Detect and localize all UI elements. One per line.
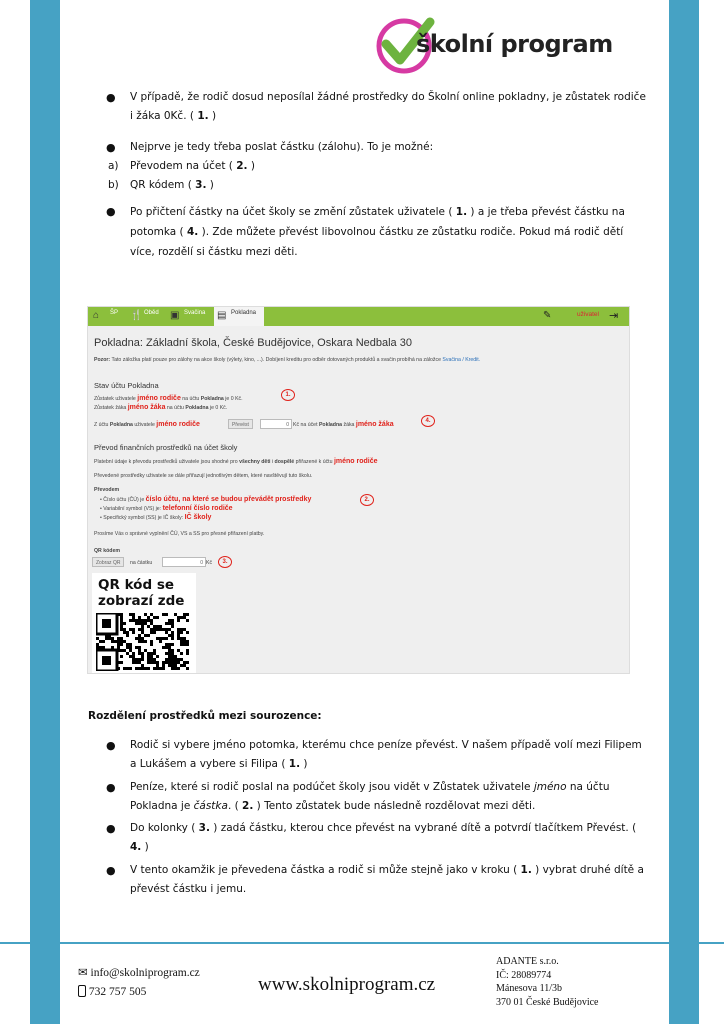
home-icon: ⌂ [93,310,100,321]
bullet-text: Po přičtení částky na účet školy se změní zůstatek uživatele ( 1. ) a je třeba převést částku na potomka ( 4. ). Zde můžete převést libovolnou částku ze zůstatku rodiče. Pokud má rodič dětí více, rozdělí si částku mezi děti. [130,206,625,258]
wrench-icon: ✎ [543,310,552,321]
pozor-text: Pozor: Tato záložka platí pouze pro zálohy na akce školy (výlety, kino, ...). Dobíjení kreditu pro odběr dotovaných produktů a svačin probíhá na záložce Svačina / Kredit. [94,357,481,363]
prevest-row-label: Z účtu Pokladna uživatele jméno rodiče [94,421,200,428]
logo-text: školní program [416,30,613,58]
prosime-text: Prosíme Vás o správné vyplnění ČÚ, VS a SS pro přesné přiřazení platby. [94,531,265,537]
sib-bullet-4 [106,861,646,901]
pokladna-title: Pokladna: Základní škola, České Budějovice, Oskara Nedbala 30 [94,337,412,349]
left-frame-bar [30,0,60,1024]
marker-1: 1. [281,389,295,401]
prevod-heading: Převod finančních prostředků na účet školy [94,443,238,452]
bullet-dot: ● [106,205,116,218]
nav-obed[interactable]: Oběd [144,310,159,316]
qr-unit: Kč [206,560,213,566]
vs-item: • Variabilní symbol (VS) je: telefonní číslo rodiče [100,505,233,512]
zobraz-qr-button[interactable]: Zobraz QR [92,557,124,567]
zustatek-zaka: Zůstatek žáka jméno žáka na účtu Pokladna je 0 Kč. [94,404,228,411]
qr-code-image [96,613,190,671]
bullet-dot: ● [106,781,116,794]
marker-2: 2. [360,494,374,506]
intro-bullet-2 [106,138,646,198]
bullet-dot: ● [106,822,116,835]
qr-heading: QR kódem [94,548,120,554]
app-nav-bar [88,307,629,326]
footer-address: ADANTE s.r.o. IČ: 28089774 Mánesova 11/3b 370 01 České Budějovice [496,956,599,1008]
intro-bullet-1 [106,88,646,128]
nav-sp[interactable]: ŠP [110,310,119,316]
bag-icon: ▣ [170,310,180,321]
pokladna-screenshot [87,306,630,674]
bullet-dot: ● [106,91,116,104]
nav-user[interactable]: uživatel [576,311,599,318]
sib-bullet-3 [106,819,646,859]
ss-item: • Specifický symbol (SS) je IČ školy: IČ školy [100,514,212,521]
qr-placeholder-text: QR kód se zobrazí zde [98,577,185,609]
section-title: Rozdělení prostředků mezi sourozence: [88,710,322,722]
intro-bullet-3 [106,202,646,262]
bullet-dot: ● [106,864,116,877]
footer-website[interactable]: www.skolniprogram.cz [258,974,436,995]
footer-divider [0,942,724,944]
qr-amount-input[interactable]: 0 [162,557,206,567]
nav-pokladna[interactable]: Pokladna [231,310,257,316]
prevodem-heading: Převodem [94,487,120,493]
bullet-text: Peníze, které si rodič poslal na podúčet školy jsou vidět v Zůstatek uživatele jméno na účtu Pokladna je částka. ( 2. ) Tento zůstatek bude následně rozdělovat mezi děti. [130,781,610,812]
marker-4: 4. [421,415,435,427]
phone-icon [78,985,86,997]
register-icon: ▤ [217,310,227,321]
qr-code-area [92,573,196,673]
prevest-button[interactable]: Převést [228,419,253,429]
marker-3: 3. [218,556,232,568]
bullet-text: Rodič si vybere jméno potomka, kterému chce peníze převést. V našem případě volí mezi Filipem a Lukášem a vybere si Filipa ( 1. ) [130,739,642,770]
prevod-info-2: Převedené prostředky uživatele se dále přiřazují jednotlivým dětem, které navštěvují tuto školu. [94,473,313,479]
bullet-text: V tento okamžik je převedena částka a rodič si může stejně jako v kroku ( 1. ) vybrat druhé dítě a převést částku i jemu. [130,864,644,895]
bullet-text: V případě, že rodič dosud neposílal žádné prostředky do Školní online pokladny, je zůstatek rodiče i žáka 0Kč. ( 1. ) [130,91,646,122]
logout-icon[interactable]: ⇥ [609,310,619,322]
cislo-uctu-item: • Číslo účtu (ČÚ) je číslo účtu, na které se budou převádět prostředky [100,496,312,503]
bullet-dot: ● [106,739,116,752]
right-frame-bar [669,0,699,1024]
footer-phone[interactable]: 732 757 505 [78,985,146,998]
prevest-amount-input[interactable]: 0 [260,419,292,429]
footer-email[interactable]: ✉ info@skolniprogram.cz [78,967,200,979]
prevest-row-target: Kč na účet Pokladna žáka jméno žáka [293,421,394,428]
bullet-dot: ● [106,141,116,154]
sib-bullet-2 [106,778,646,818]
cutlery-icon: 🍴 [130,310,143,321]
bullet-text: Nejprve je tedy třeba poslat částku (zálohu). To je možné: a) Převodem na účet ( 2. ) b) QR kódem ( 3. ) [108,141,434,191]
envelope-icon: ✉ [78,967,88,979]
bullet-text: Do kolonky ( 3. ) zadá částku, kterou chce převést na vybrané dítě a potvrdí tlačítkem Převést. ( 4. ) [130,822,637,853]
stav-heading: Stav účtu Pokladna [94,381,159,390]
sib-bullet-1 [106,736,646,776]
nav-svacina[interactable]: Svačina [184,310,206,316]
qr-amount-label: na částku [130,560,153,566]
prevod-info-1: Platební údaje k převodu prostředků uživatele jsou shodné pro všechny děti i dospělé přiřazené k účtu jméno rodiče [94,458,378,465]
zustatek-rodice: Zůstatek uživatele jméno rodiče na účtu Pokladna je 0 Kč. [94,395,243,402]
